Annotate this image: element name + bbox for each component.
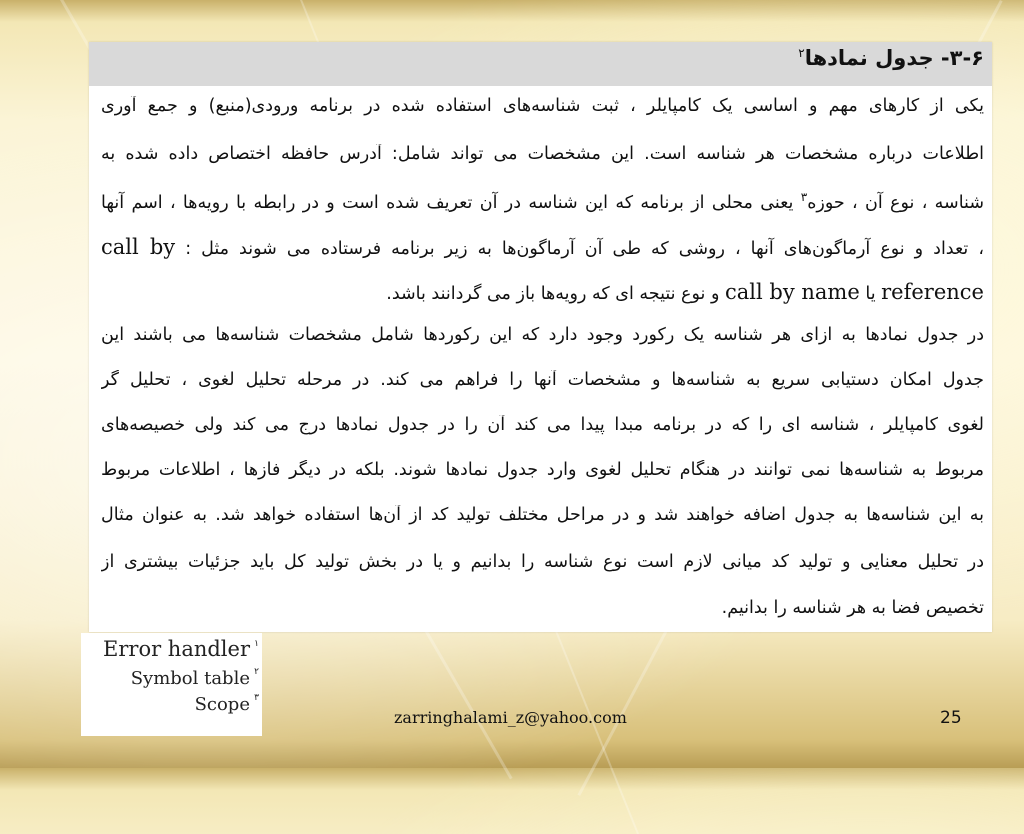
footnote-number: ۲ xyxy=(254,667,259,677)
scope-term: شناسه ، نوع آن ، حوزه xyxy=(807,192,984,213)
paragraph-line: جدول امکان دستیابی سریع به شناسه‌ها و مشخصات آنها را فراهم می کند. در مرحله تحلیل لغوی ، تحلیل گر xyxy=(101,370,984,390)
call-by-text: call by xyxy=(101,235,176,259)
slide-number: 25 xyxy=(940,708,962,728)
scope-definition: یعنی محلی از برنامه که این شناسه در آن تعریف شده است و در رابطه با رویه‌ها ، اسم آنها xyxy=(101,192,794,213)
call-by-name-text: call by name xyxy=(725,280,860,304)
reference-text: reference xyxy=(881,280,984,304)
footnote-text: Error handler xyxy=(103,637,250,661)
paragraph-line xyxy=(101,190,984,230)
heading-bar xyxy=(89,42,992,86)
heading-footnote-mark: ۲ xyxy=(798,46,805,60)
footnotes-box xyxy=(81,633,262,736)
arguments-text: ، تعداد و نوع آرماگون‌های آنها ، روشی که طی آن آرماگون‌ها به زیر برنامه فرستاده می شوند مثل : xyxy=(185,239,984,259)
heading-text: ۳-۶- جدول نمادها xyxy=(804,46,984,70)
footnote-text: Symbol table xyxy=(130,668,250,689)
scope-footnote-mark: ۳ xyxy=(800,190,808,204)
paragraph-line: اطلاعات درباره مشخصات هر شناسه است. این مشخصات می تواند شامل: آدرس حافظه اختصاص داده شده به xyxy=(101,144,984,164)
return-type-text: و نوع نتیجه ای که رویه‌ها باز می گردانند باشد. xyxy=(386,284,720,304)
paragraph-line: لغوی کامپایلر ، شناسه ای را که در برنامه مبدا پیدا می کند آن را در جدول نمادها درج می کند ولی خصیصه‌های xyxy=(101,415,984,435)
author-email: zarringhalami_z@yahoo.com xyxy=(394,708,627,727)
footnote-number: ۳ xyxy=(254,693,259,703)
paragraph-line: یکی از کارهای مهم و اساسی یک کامپایلر ، ثبت شناسه‌های استفاده شده در برنامه ورودی(منبع) و جمع آوری xyxy=(101,96,984,116)
paragraph-line: در جدول نمادها به ازای هر شناسه یک رکورد وجود دارد که این رکوردها شامل مشخصات شناسه‌ها می باشند این xyxy=(101,325,984,345)
paragraph-line xyxy=(101,235,984,275)
footnote-number: ۱ xyxy=(254,639,259,649)
section-heading xyxy=(798,46,984,70)
footnote-text: Scope xyxy=(194,694,250,715)
or-text: یا xyxy=(865,284,876,304)
document-page xyxy=(89,42,992,632)
paragraph-line xyxy=(101,280,984,320)
paragraph-line: مربوط به شناسه‌ها نمی توانند در هنگام تحلیل لغوی وارد جدول نمادها شوند. بلکه در دیگر فازها ، اطلاعات مربوط xyxy=(101,460,984,480)
paragraph-line: در تحلیل معنایی و تولید کد میانی لازم است نوع شناسه را بدانیم و یا در بخش تولید کل باید جزئیات بیشتری از xyxy=(101,552,984,572)
paragraph-line: تخصیص فضا به هر شناسه را بدانیم. xyxy=(721,598,984,618)
paragraph-line: به این شناسه‌ها به جدول اضافه خواهند شد و در مراحل مختلف تولید کد از آن‌ها استفاده خواهد شد. به عنوان مثال xyxy=(101,505,984,525)
